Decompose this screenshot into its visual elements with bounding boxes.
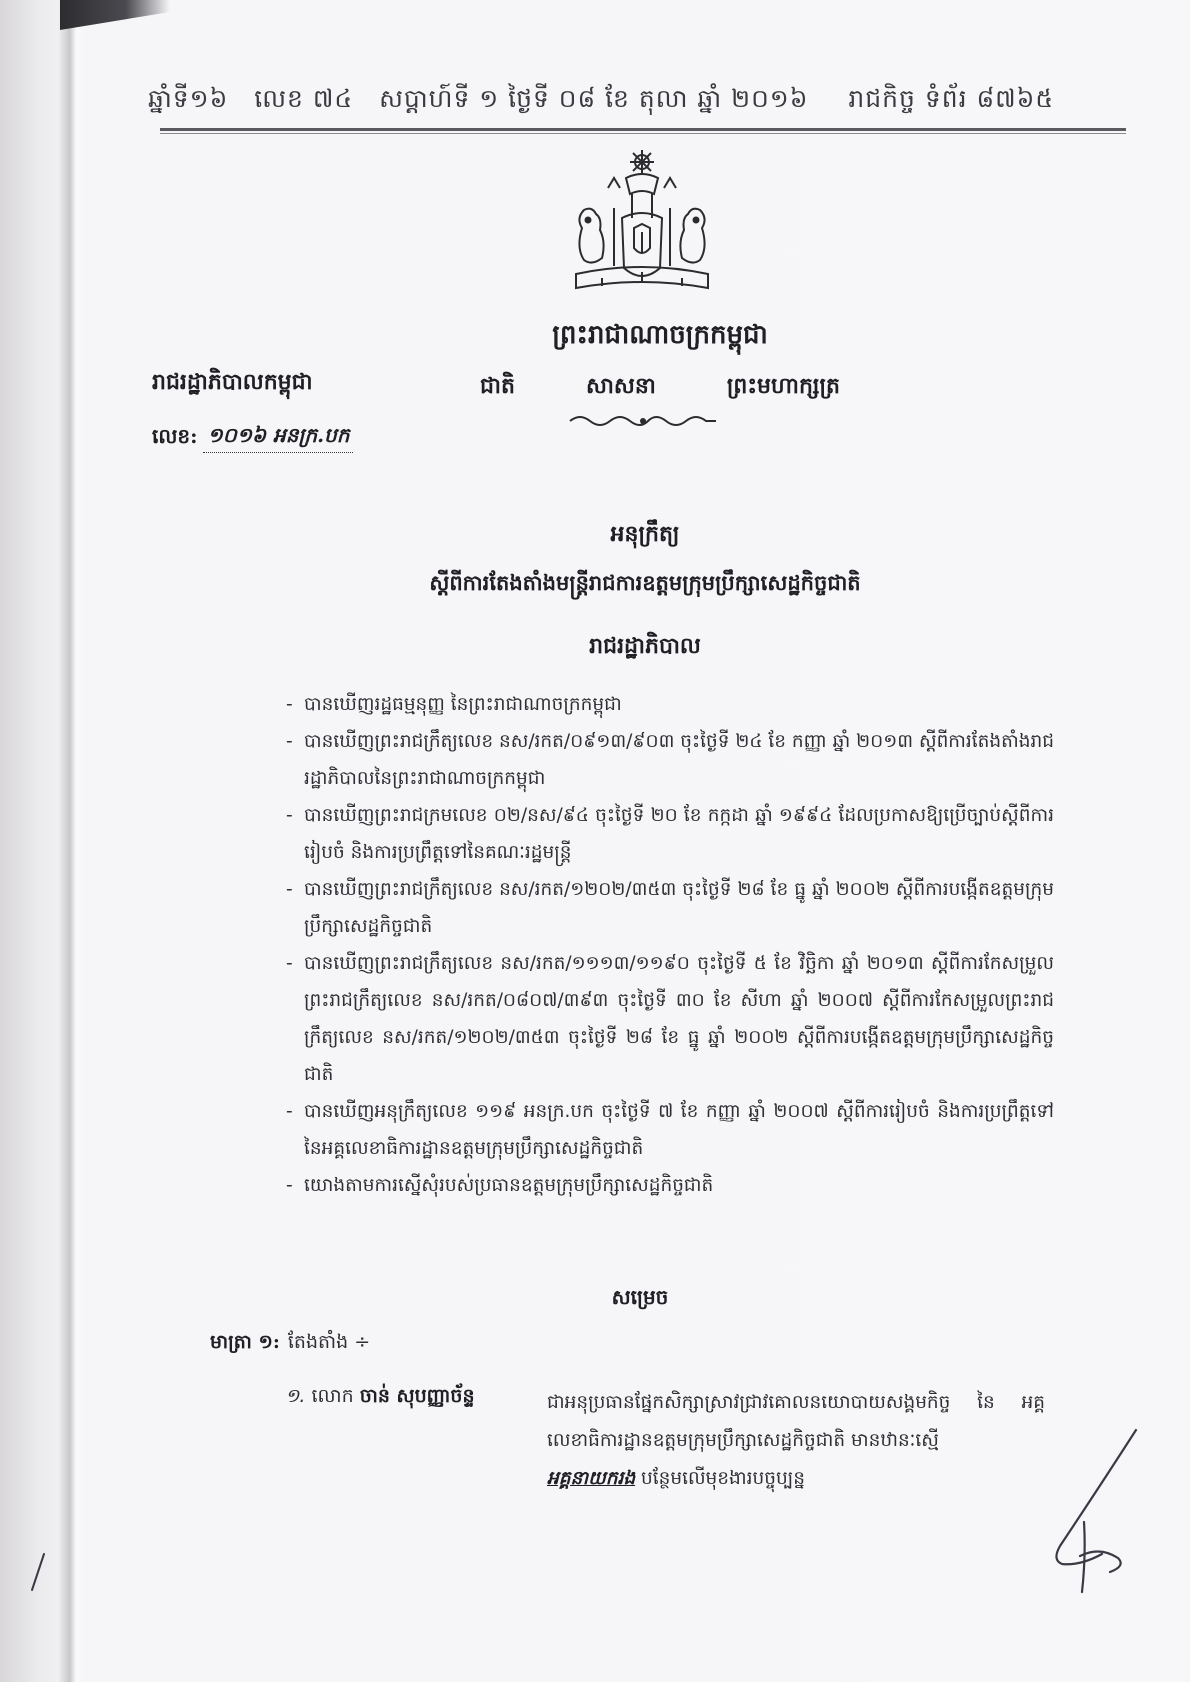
signature-initial-icon [1040, 1426, 1150, 1596]
header-week-date: សប្តាហ៍ទី ១ ថ្ងៃទី ០៨ ខែ តុលា ឆ្នាំ ២០១៦ [379, 84, 809, 113]
preamble-item: - យោងតាមការស្នើសុំរបស់ប្រធានឧត្តមក្រុមប្រឹក្សាសេដ្ឋកិច្ចជាតិ [284, 1167, 1054, 1204]
appointee-number: ១. [285, 1385, 306, 1407]
decision-heading: សម្រេច [611, 1285, 669, 1309]
preamble-item: - បានឃើញអនុក្រឹត្យលេខ ១១៩ អនក្រ.បក ចុះថ្ងៃទី ៧ ខែ កញ្ញា ឆ្នាំ ២០០៧ ស្តីពីការរៀបចំ និងការប្រព្រឹត្តទៅនៃអគ្គលេខាធិការដ្ឋានឧត្តមក្រុមប្រឹក្សាសេដ្ឋកិច្ចជាតិ [284, 1093, 1054, 1167]
appointee-name-block [285, 1384, 525, 1412]
appointee-note: បន្ថែមលើមុខងារបច្ចុប្បន្ន [640, 1468, 806, 1489]
appointee-description [547, 1384, 1045, 1498]
motto-nation: ជាតិ [480, 373, 515, 399]
appointee-position: ជាអនុប្រធានផ្នែកសិក្សាស្រាវជ្រាវគោលនយោបាយសង្គមកិច្ច នៃ អគ្គលេខាធិការដ្ឋានឧត្តមក្រុមប្រឹក្សាសេដ្ឋកិច្ចជាតិ មានឋានៈស្មើ [547, 1392, 1045, 1451]
government-name: រាជរដ្ឋាភិបាលកម្ពុជា [152, 369, 313, 395]
appointee-name: ចាន់ សុបញ្ញាច័ន្ទ [359, 1385, 475, 1407]
preamble-item: - បានឃើញព្រះរាជក្រឹត្យលេខ នស/រកត/០៩១៣/៩០៣ ចុះថ្ងៃទី ២៤ ខែ កញ្ញា ឆ្នាំ ២០១៣ ស្តីពីការតែងតាំងរាជរដ្ឋាភិបាលនៃព្រះរាជាណាចក្រកម្ពុជា [284, 723, 1054, 797]
binding-shadow [58, 0, 84, 1682]
header-rule-thin [160, 133, 1126, 134]
appointee-rank: អគ្គនាយករង [547, 1468, 636, 1489]
article-1 [210, 1330, 370, 1358]
document-type: អនុក្រឹត្យ [610, 521, 680, 547]
reference-number [152, 422, 353, 453]
preamble-item: - បានឃើញព្រះរាជក្រឹត្យលេខ នស/រកត/១១១៣/១១៩០ ចុះថ្ងៃទី ៥ ខែ វិច្ឆិកា ឆ្នាំ ២០១៣ ស្តីពីការកែសម្រួលព្រះរាជក្រឹត្យលេខ នស/រកត/០៨០៧/៣៩៣ ចុះថ្ងៃទី ៣០ ខែ សីហា ឆ្នាំ ២០០៧ ស្តីពីការកែសម្រួលព្រះរាជក្រឹត្យលេខ នស/រកត/១២០២/៣៥៣ ចុះថ្ងៃទី ២៨ ខែ ធ្នូ ឆ្នាំ ២០០២ ស្តីពីការបង្កើតឧត្តមក្រុមប្រឹក្សាសេដ្ឋកិច្ចជាតិ [284, 945, 1054, 1093]
article-label: មាត្រា ១: [210, 1331, 280, 1353]
gazette-header [148, 82, 1128, 122]
margin-tick-mark [28, 1552, 48, 1592]
header-rule [160, 128, 1126, 131]
preamble-list [284, 686, 1054, 1204]
reference-value: ១០១៦ អនក្រ.បក [203, 422, 353, 453]
header-page: រាជកិច្ច ទំព័រ ៨៧៦៥ [848, 84, 1055, 113]
national-motto [480, 372, 840, 404]
reference-label: លេខ: [152, 423, 198, 448]
ornament-divider-icon [568, 412, 718, 430]
appointee-prefix: លោក [311, 1385, 354, 1407]
header-year: ឆ្នាំទី១៦ [148, 84, 229, 113]
preamble-item: - បានឃើញព្រះរាជក្រឹត្យលេខ នស/រកត/១២០២/៣៥៣ ចុះថ្ងៃទី ២៨ ខែ ធ្នូ ឆ្នាំ ២០០២ ស្តីពីការបង្កើតឧត្តមក្រុមប្រឹក្សាសេដ្ឋកិច្ចជាតិ [284, 871, 1054, 945]
issuing-authority: រាជរដ្ឋាភិបាល [589, 633, 701, 659]
motto-religion: សាសនា [585, 373, 656, 399]
kingdom-title: ព្រះរាជាណាចក្រកម្ពុជា [552, 320, 768, 350]
document-subject: ស្តីពីការតែងតាំងមន្ត្រីរាជការឧត្តមក្រុមប្រឹក្សាសេដ្ឋកិច្ចជាតិ [429, 570, 861, 595]
motto-king: ព្រះមហាក្សត្រ [726, 373, 840, 399]
preamble-item: - បានឃើញព្រះរាជក្រមលេខ ០២/នស/៩៤ ចុះថ្ងៃទី ២០ ខែ កក្កដា ឆ្នាំ ១៩៩៤ ដែលប្រកាសឱ្យប្រើច្បាប់ស្តីពីការរៀបចំ និងការប្រព្រឹត្តទៅនៃគណៈរដ្ឋមន្ត្រី [284, 797, 1054, 871]
header-issue: លេខ ៧៤ [254, 84, 354, 113]
scan-corner-mark [60, 0, 170, 30]
emblem-icon [562, 148, 722, 308]
article-text: តែងតាំង ÷ [287, 1331, 371, 1353]
preamble-item: - បានឃើញរដ្ឋធម្មនុញ្ញ នៃព្រះរាជាណាចក្រកម្ពុជា [284, 686, 1054, 723]
